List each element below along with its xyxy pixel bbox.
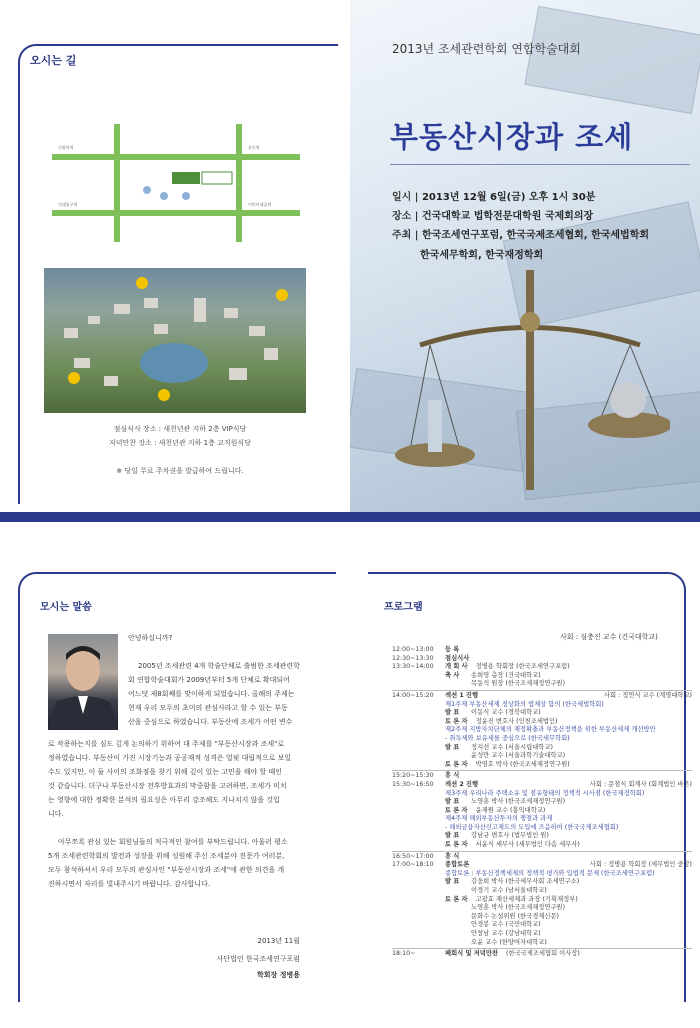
program-time	[392, 832, 445, 841]
program-time: 17:00~18:10	[392, 861, 434, 869]
program-time	[392, 718, 445, 727]
program-time	[392, 841, 445, 850]
program-row	[392, 663, 692, 672]
program-title: 프로그램	[384, 602, 423, 613]
program-schedule	[392, 646, 692, 959]
greeting-line: 모두 참석하셔서 우리 모두의 관심사인 "부동산시장과 조세"에 관한 의견을 개	[48, 866, 285, 874]
greeting-org: 사단법인 한국조세연구포럼	[216, 955, 300, 963]
host-line2: 한국세무학회, 한국재정학회	[420, 250, 544, 261]
greeting-line: 진하시면서 자리를 빛내주시기 바랍니다. 감사합니다.	[48, 880, 211, 888]
parking-note: ※ 당일 무료 주차권을 발급하여 드립니다.	[116, 467, 244, 475]
program-detail	[471, 772, 692, 781]
program-row	[392, 744, 692, 753]
program-detail: 고광효 재산세제과 과장 (기획재정부)	[475, 895, 578, 903]
program-time	[392, 939, 445, 948]
program-role	[445, 913, 471, 922]
program-time: 18:10~	[392, 950, 416, 958]
program-row	[392, 692, 692, 701]
program-detail: 정병용 학회장 (한국조세연구포럼)	[475, 663, 570, 671]
program-role: 점심식사	[445, 654, 470, 662]
program-time	[392, 887, 445, 896]
program-detail: 노영훈 박사 (한국조세재정연구원)	[471, 904, 566, 912]
program-topic: 종합토론 : 부동산정책세제의 정책적 평가와 입법적 문제 (한국조세연구포럼)	[445, 869, 655, 877]
program-row	[392, 896, 692, 905]
greeting-line: 5개 조세관련학회의 발전과 성장을 위해 성원해 주신 조세분야 전문가 여러분,	[48, 852, 285, 860]
scale-illustration	[390, 250, 670, 490]
program-row	[392, 646, 692, 655]
program-time	[392, 744, 445, 753]
program-role	[445, 939, 471, 948]
program-detail: 안창남 교수 (강남대학교)	[471, 930, 541, 937]
program-time	[392, 761, 445, 770]
directions-title: 오시는 길	[30, 54, 77, 67]
program-role: 폐회식 및 저녁만찬	[445, 950, 499, 958]
greeting-title: 모시는 말씀	[40, 602, 92, 613]
map-label: 운동역	[248, 145, 260, 150]
program-role	[445, 930, 471, 939]
program-role: 휴 식	[445, 772, 460, 780]
program-detail: 서윤식 세무사 (세무법인 다솜 세무사)	[475, 841, 580, 849]
program-row	[392, 726, 692, 735]
program-detail: (한국국제조세협회 이사장)	[506, 950, 580, 958]
program-topic: 제4주제 해외부동산투자의 쟁점과 과제	[445, 815, 553, 823]
program-row	[392, 772, 692, 781]
greeting-line: 아무쪼록 관심 있는 회원님들의 적극적인 참여를 부탁드립니다. 아울러 평소	[58, 838, 288, 846]
program-role: 토 론 자	[445, 717, 468, 725]
program-row	[392, 815, 692, 824]
program-role	[445, 904, 471, 913]
campus-aerial-photo	[44, 268, 306, 413]
program-separator	[392, 851, 692, 852]
program-time	[392, 904, 445, 913]
program-topic: - 취득세와 보유세를 중심으로 (한국세무학회)	[445, 734, 570, 742]
program-role: 휴 식	[445, 852, 460, 860]
page-divider-band	[0, 512, 700, 522]
program-row	[392, 887, 692, 896]
program-time	[392, 798, 445, 807]
program-row	[392, 701, 692, 710]
program-row	[392, 913, 692, 922]
program-detail: 강남규 변호사 (법무법인 원)	[471, 832, 549, 840]
program-detail: 정윤진 변호사 (인천조세법인)	[475, 717, 558, 725]
program-row	[392, 680, 692, 689]
program-role	[445, 887, 471, 896]
program-detail: 박영호 박사 (한국조세재정연구원)	[475, 760, 570, 768]
lunch-info: 점심식사 장소 : 새천년관 지하 2층 VIP식당	[113, 425, 247, 433]
program-time	[392, 680, 445, 689]
program-role	[445, 921, 471, 930]
program-topic: 제1주제 부동산세제 정상화의 법제상 함의 (한국세법학회)	[445, 700, 604, 708]
place-value: 건국대학교 법학전문대학원 국제회의장	[421, 211, 594, 222]
program-time	[392, 824, 445, 833]
program-row	[392, 841, 692, 850]
program-time	[392, 701, 445, 710]
program-role: 발 표	[445, 832, 460, 840]
title-divider	[390, 164, 690, 165]
program-row	[392, 761, 692, 770]
greeting-line: 니다.	[48, 810, 64, 818]
program-role: 종합토론	[445, 861, 470, 869]
program-detail: 목동석 원장 (한국조세재정연구원)	[471, 680, 566, 688]
program-time: 12:30~13:30	[392, 654, 434, 662]
dinner-info: 저녁만찬 장소 : 새천년관 지하 1층 교직원식당	[109, 439, 251, 447]
program-row	[392, 798, 692, 807]
program-role: 토 론 자	[445, 806, 468, 814]
program-separator	[392, 690, 692, 691]
program-detail: 정지선 교수 (서울시립대학교)	[471, 743, 553, 751]
program-row	[392, 930, 692, 939]
greeting-line: 회 연합학술대회가 2009년부터 5개 단체로 확대되어	[128, 676, 290, 684]
program-detail: 김웅희 박사 (한국세무사회 조세연구소)	[471, 878, 580, 886]
program-time	[392, 930, 445, 939]
event-subtitle: 2013년 조세관련학회 연합학술대회	[392, 42, 581, 56]
program-row	[392, 861, 692, 870]
program-topic: - 해외금융자산신고제도의 도입에 즈음하여 (한국국제조세협회)	[445, 823, 619, 831]
program-detail: 윤재원 교수 (홍익대학교)	[475, 806, 546, 814]
program-row	[392, 878, 692, 887]
program-detail: 윤성만 교수 (서울과학기술대학교)	[471, 752, 566, 760]
program-role: 축 사	[445, 671, 460, 679]
program-detail: 사회 : 문점식 회계사 (회계법인 바른)	[589, 780, 692, 788]
program-detail: 이경기 교수 (남서울대학교)	[471, 887, 547, 895]
greeting-line: 는 영향에 대한 정확한 분석의 필요성은 아무리 강조해도 지나치지 않을 것입	[48, 796, 280, 804]
event-place	[392, 207, 593, 222]
program-time: 15:30~16:50	[392, 780, 434, 788]
program-time: 15:20~15:30	[392, 772, 434, 780]
program-role	[445, 752, 471, 761]
greeting-date: 2013년 11월	[257, 937, 300, 945]
greeting-line: 것 같습니다. 더구나 부동산시장 전후방효과의 막중함을 고려하면, 조세가 미치	[48, 782, 287, 790]
program-detail	[471, 853, 692, 862]
program-detail	[471, 646, 692, 655]
program-time	[392, 896, 445, 905]
program-time	[392, 913, 445, 922]
program-detail: 사회 : 정연식 교수 (계명대학교)	[603, 691, 692, 699]
greeting-line: 2005년 조세관련 4개 학술단체로 출범한 조세관련학	[138, 662, 300, 670]
program-role	[445, 680, 471, 689]
program-time: 13:30~14:00	[392, 663, 434, 671]
program-time	[392, 726, 445, 735]
program-time	[392, 921, 445, 930]
program-time	[392, 790, 445, 799]
program-role: 토 론 자	[445, 895, 468, 903]
program-row	[392, 752, 692, 761]
program-row	[392, 709, 692, 718]
place-label: 장소 |	[392, 211, 419, 222]
event-title: 부동산시장과 조세	[390, 120, 634, 154]
program-row	[392, 853, 692, 862]
program-time: 12:00~13:00	[392, 646, 434, 653]
program-time	[392, 735, 445, 744]
program-role: 발 표	[445, 878, 460, 886]
host-label: 주최 |	[392, 230, 419, 241]
program-time	[392, 878, 445, 887]
program-row	[392, 790, 692, 799]
map-label: 어린이대공원	[248, 202, 272, 207]
program-time	[392, 672, 445, 681]
program-role: 발 표	[445, 798, 460, 806]
host-line1: 한국조세연구포럼, 한국국제조세협회, 한국세법학회	[421, 230, 650, 241]
program-detail: 노영훈 박사 (한국조세재정연구원)	[471, 798, 566, 806]
program-row	[392, 655, 692, 664]
program-role: 섹션 1 진행	[445, 691, 479, 699]
greeting-line: 정하였습니다. 부동산이 가진 시장기능과 공공재적 성격은 얼핏 대립적으로 보일	[48, 754, 292, 762]
program-time	[392, 807, 445, 816]
program-time	[392, 709, 445, 718]
program-row	[392, 781, 692, 790]
program-detail: 이동식 교수 (경북대학교)	[471, 709, 541, 717]
campus-map	[52, 124, 300, 242]
program-row	[392, 807, 692, 816]
program-role: 등 록	[445, 646, 460, 653]
program-role: 발 표	[445, 709, 460, 717]
greeting-line: 현재 우리 모두의 초미의 관심사라고 할 수 있는 부동	[128, 704, 288, 712]
greeting-line: 어느덧 제8회째를 맞이하게 되었습니다. 올해의 주제는	[128, 690, 295, 698]
program-time: 16:50~17:00	[392, 852, 434, 860]
event-date	[392, 188, 595, 203]
program-time	[392, 815, 445, 824]
program-role: 발 표	[445, 743, 460, 751]
president-portrait	[48, 634, 118, 730]
greeting-line: 산을 중심으로 하였습니다. 부동산에 조세가 어떤 변수	[128, 718, 293, 726]
program-role: 토 론 자	[445, 841, 468, 849]
date-label: 일시 |	[392, 192, 419, 203]
program-role: 토 론 자	[445, 760, 468, 768]
program-row	[392, 939, 692, 948]
program-moderator: 사회 : 심충진 교수 (건국대학교)	[560, 633, 658, 641]
greeting-signer: 학회장 정병용	[256, 971, 300, 979]
program-detail: 사회 : 정병용 학회장 (세무법인 중앙)	[589, 861, 692, 869]
greeting-line: 수도 있지만, 이 둘 사이의 조화점을 찾기 위해 깊이 있는 고민을 해야 할 때인	[48, 768, 283, 776]
program-row	[392, 735, 692, 744]
map-label: 건대입구역	[58, 202, 78, 207]
program-time	[392, 752, 445, 761]
program-role: 개 회 사	[445, 663, 468, 671]
program-detail	[471, 655, 692, 664]
program-detail: 문화수 논설위원 (한국경제신문)	[471, 912, 559, 920]
map-label: 신양치역	[58, 145, 74, 150]
date-value: 2013년 12월 6일(금) 오후 1시 30분	[421, 192, 596, 203]
program-topic: 제2주제 지방자치단체의 재정확충과 부동산정책을 위한 부동산세제 개선방안	[445, 726, 656, 734]
program-row	[392, 904, 692, 913]
program-row	[392, 950, 692, 959]
program-time	[392, 870, 445, 879]
program-topic: 제3주제 우리나라 주택소유 및 점유형태의 정책적 시사점 (한국재정학회)	[445, 789, 645, 797]
program-role: 섹션 2 진행	[445, 780, 479, 788]
program-time: 14:00~15:20	[392, 691, 434, 699]
greeting-hello: 안녕하십니까?	[128, 634, 173, 642]
program-row	[392, 832, 692, 841]
program-separator	[392, 770, 692, 771]
program-detail: 송희영 총장 (건국대학교)	[471, 671, 541, 679]
program-row	[392, 921, 692, 930]
program-detail: 오윤 교수 (한양여자대학교)	[471, 938, 547, 946]
event-host	[392, 226, 649, 241]
greeting-line: 로 작용하는지를 심도 깊게 논의하기 위하여 대 주제를 "부동산시장과 조세"로	[48, 740, 285, 748]
program-detail: 안경봉 교수 (국민대학교)	[471, 921, 541, 929]
